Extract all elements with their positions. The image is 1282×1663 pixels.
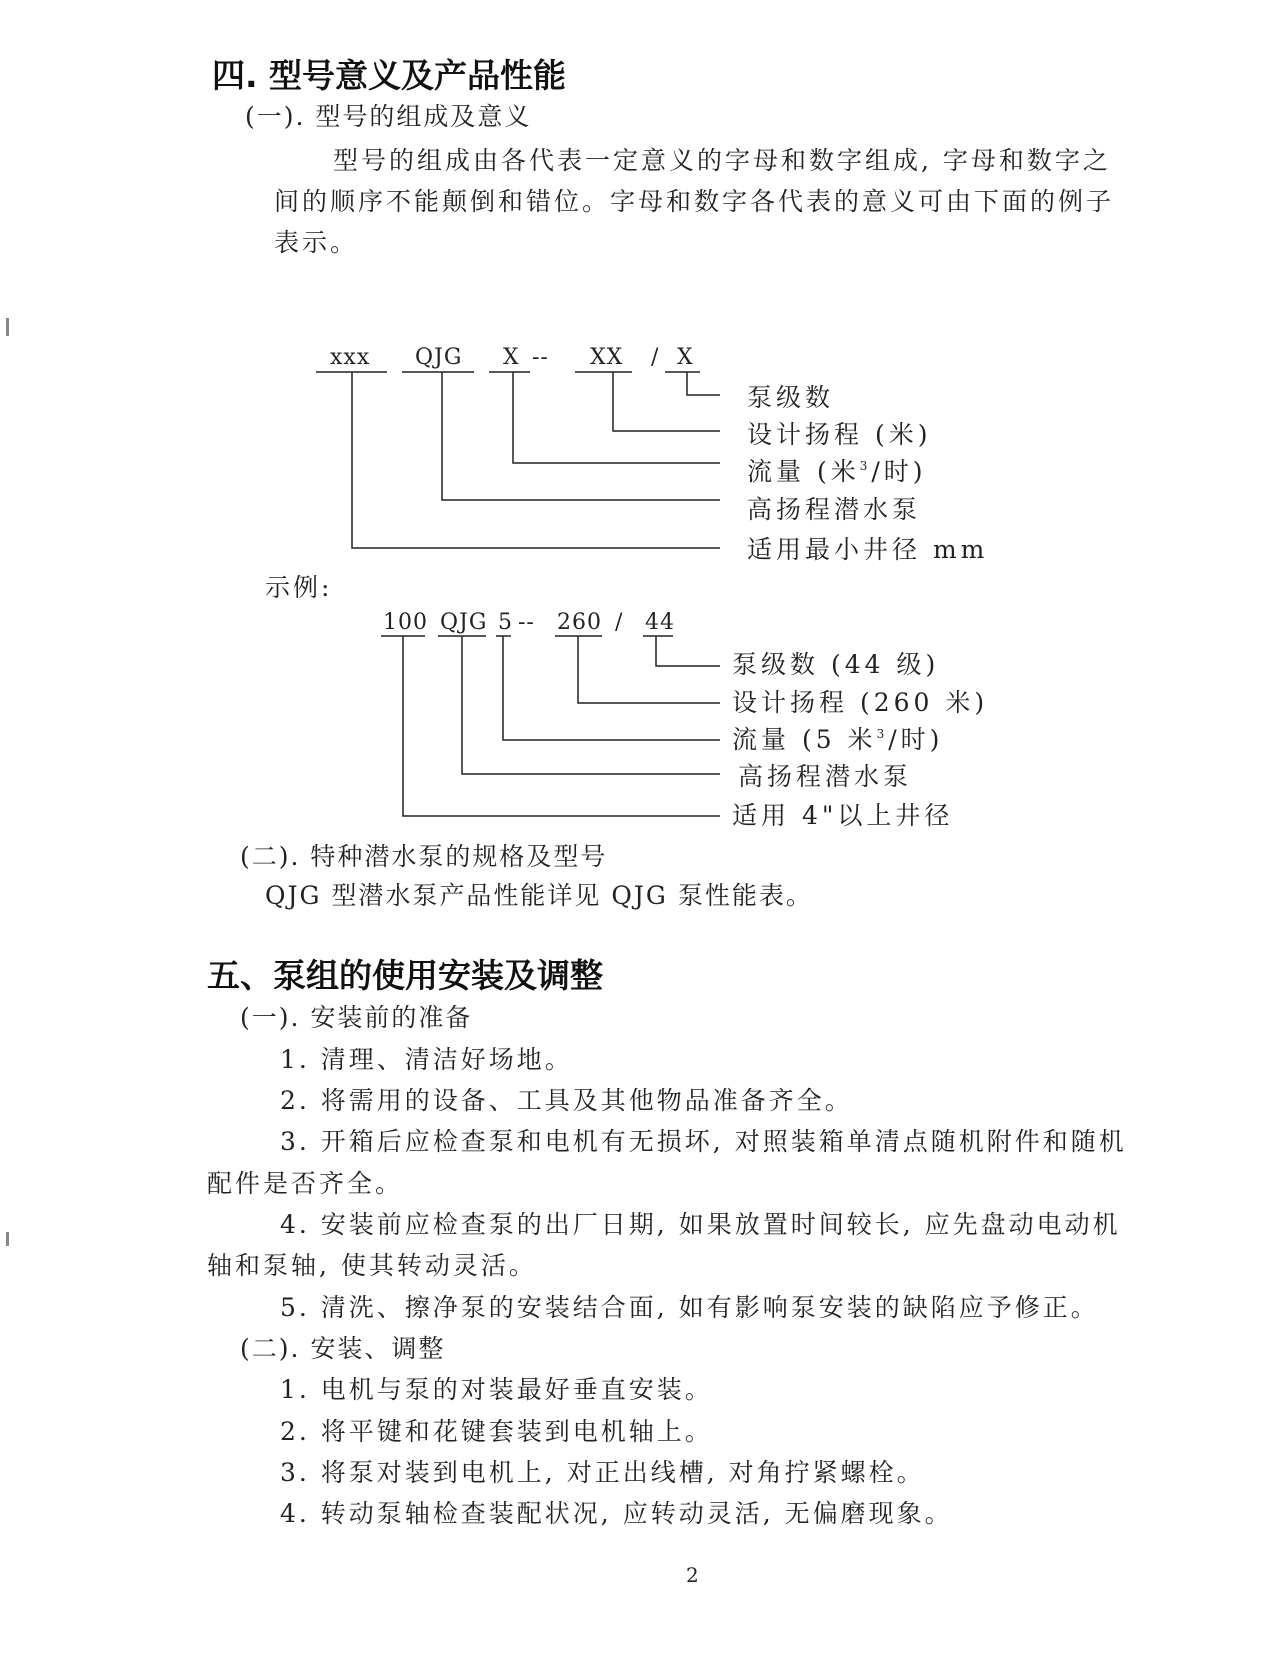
model-label-well-diameter: 适用最小井径 mm (747, 535, 989, 564)
section4-subheading-1: (一). 型号的组成及意义 (245, 102, 532, 131)
model-label-flow: 流量 (米$^3$/时) (747, 457, 927, 486)
section4-paragraph-line: 间的顺序不能颠倒和错位。字母和数字各代表的意义可由下面的例子 (274, 187, 1115, 216)
example-part-slash: / (615, 610, 624, 635)
model-part-dash: -- (532, 345, 549, 370)
install-item: 1. 电机与泵的对装最好垂直安装。 (280, 1375, 713, 1404)
example-label-flow: 流量 (5 米$^3$/时) (732, 725, 944, 754)
section4-sub2-text: QJG 型潜水泵产品性能详见 QJG 泵性能表。 (265, 881, 813, 910)
prep-item: 2. 将需用的设备、工具及其他物品准备齐全。 (280, 1086, 853, 1115)
prep-item-continued: 轴和泵轴, 使其转动灵活。 (207, 1251, 537, 1280)
model-part-size: xxx (330, 345, 371, 370)
install-item: 2. 将平键和花键套装到电机轴上。 (280, 1417, 713, 1446)
example-part-stages: 44 (645, 610, 675, 635)
example-part-flow: 5 (498, 610, 513, 635)
prep-item: 1. 清理、清洁好场地。 (280, 1045, 573, 1074)
example-part-size: 100 (383, 610, 428, 635)
section4-paragraph-line: 表示。 (274, 228, 359, 257)
section5-title: 五、泵组的使用安装及调整 (207, 956, 603, 995)
install-item: 3. 将泵对装到电机上, 对正出线槽, 对角拧紧螺栓。 (280, 1458, 925, 1487)
model-part-slash: / (651, 345, 660, 370)
install-item: 4. 转动泵轴检查装配状况, 应转动灵活, 无偏磨现象。 (280, 1499, 953, 1528)
section4-subheading-2: (二). 特种潜水泵的规格及型号 (240, 842, 608, 871)
scan-edge-mark (6, 1232, 9, 1246)
model-label-stages: 泵级数 (747, 383, 835, 412)
example-label-head: 设计扬程 (260 米) (732, 688, 989, 717)
model-part-head: XX (590, 345, 624, 370)
model-part-stages: X (677, 345, 694, 370)
section4-paragraph-line: 型号的组成由各代表一定意义的字母和数字组成, 字母和数字之 (333, 146, 1111, 175)
prep-item: 3. 开箱后应检查泵和电机有无损坏, 对照装箱单清点随机附件和随机 (280, 1127, 1127, 1156)
example-part-head: 260 (557, 610, 602, 635)
model-label-pump-type: 高扬程潜水泵 (747, 495, 922, 524)
model-part-flow: X (503, 345, 520, 370)
page-number: 2 (686, 1563, 699, 1587)
prep-item: 5. 清洗、擦净泵的安装结合面, 如有影响泵安装的缺陷应予修正。 (280, 1293, 1099, 1322)
section4-title: 四. 型号意义及产品性能 (212, 56, 567, 95)
example-label-stages: 泵级数 (44 级) (732, 650, 940, 679)
section5-subheading-2: (二). 安装、调整 (240, 1334, 446, 1363)
section5-subheading-1: (一). 安装前的准备 (240, 1003, 473, 1032)
example-part-series: QJG (440, 610, 488, 635)
prep-item-continued: 配件是否齐全。 (207, 1169, 404, 1198)
example-label-pump-type: 高扬程潜水泵 (738, 762, 913, 791)
example-label-well-diameter: 适用 4"以上井径 (732, 801, 954, 830)
model-part-series: QJG (415, 345, 463, 370)
prep-item: 4. 安装前应检查泵的出厂日期, 如果放置时间较长, 应先盘动电动机 (280, 1210, 1121, 1239)
example-label: 示例: (265, 573, 333, 602)
example-part-dash: -- (518, 610, 535, 635)
model-label-head: 设计扬程 (米) (747, 420, 932, 449)
